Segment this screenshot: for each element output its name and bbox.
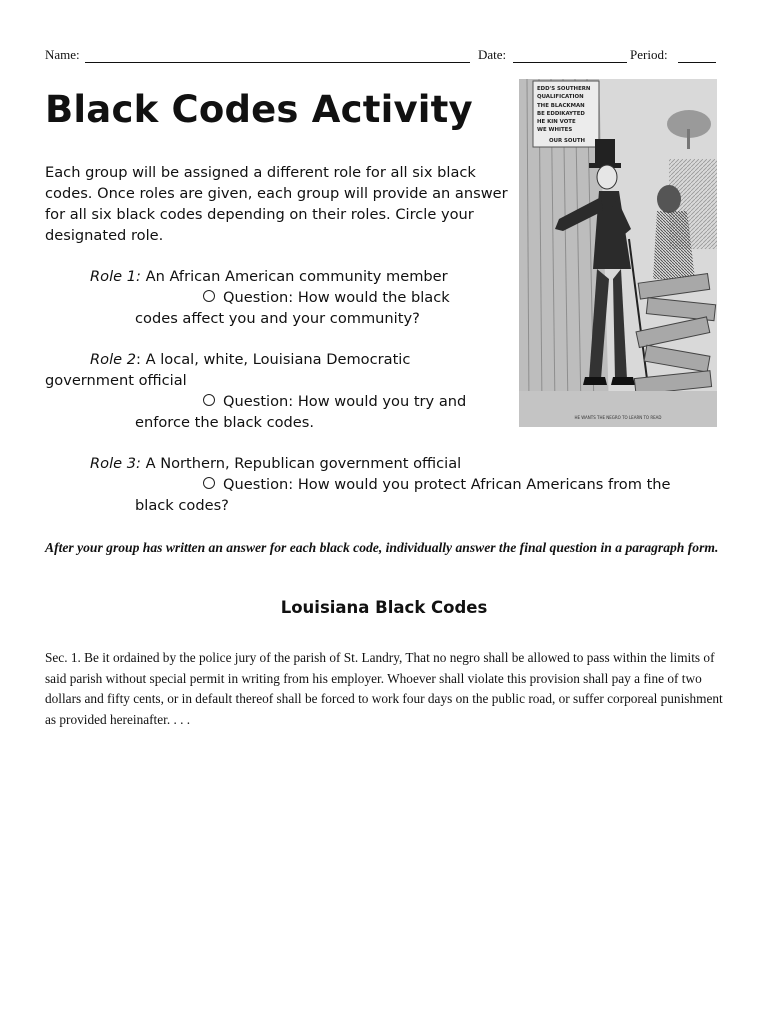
period-label: Period: xyxy=(630,47,668,62)
section-heading: Louisiana Black Codes xyxy=(280,598,488,617)
role-2-cont: government official xyxy=(45,372,187,389)
role-1-question-cont: codes affect you and your community? xyxy=(135,310,420,327)
name-label: Name: xyxy=(45,47,80,62)
sign-line: EDD'S SOUTHERN xyxy=(537,86,591,92)
name-field[interactable] xyxy=(85,62,470,63)
role-label: Role 2 xyxy=(90,351,137,368)
question-text: Question: How would the black xyxy=(223,289,450,306)
role-2-question xyxy=(203,391,466,412)
question-text: Question: How would you protect African Americans from the xyxy=(223,476,671,493)
role-label: Role 1: xyxy=(90,268,141,285)
sign-line: BE EDDIKAYTED xyxy=(537,111,585,117)
role-1[interactable] xyxy=(90,266,448,287)
cartoon-drawing xyxy=(519,79,717,427)
sign-line: OUR SOUTH xyxy=(549,138,586,144)
role-label: Role 3: xyxy=(90,455,141,472)
role-2-question-cont: enforce the black codes. xyxy=(135,414,315,431)
question-text: Question: How would you try and xyxy=(223,393,467,410)
sign-line: HE KIN VOTE xyxy=(537,119,576,125)
circle-bullet-icon xyxy=(203,394,215,406)
page-title: Black Codes Activity xyxy=(45,88,473,131)
intro-paragraph: Each group will be assigned a different role for all six black codes. Once roles are given, each group will provide an answer for all six black codes depending on their roles. Circle your designated role. xyxy=(45,164,508,244)
date-label: Date: xyxy=(478,47,507,62)
sign-line: QUALIFICATION xyxy=(537,94,584,100)
period-field[interactable] xyxy=(678,62,716,63)
role-3-question xyxy=(203,474,671,495)
circle-bullet-icon xyxy=(203,477,215,489)
role-3-question-cont: black codes? xyxy=(135,497,229,514)
role-text: An African American community member xyxy=(140,268,448,285)
political-cartoon-image xyxy=(519,79,717,427)
role-text: A Northern, Republican government official xyxy=(140,455,462,472)
instruction-text: After your group has written an answer for each black code, individually answer the final question in a paragraph form. xyxy=(45,540,719,555)
role-1-question xyxy=(203,287,450,308)
sign-line: WE WHITES xyxy=(537,127,573,133)
role-3[interactable] xyxy=(90,453,461,474)
cartoon-caption: HE WANTS THE NEGRO TO LEARN TO READ xyxy=(574,415,662,420)
circle-bullet-icon xyxy=(203,290,215,302)
sign-line: THE BLACKMAN xyxy=(537,103,585,109)
role-text: : A local, white, Louisiana Democratic xyxy=(136,351,411,368)
student-info-header xyxy=(45,47,717,67)
date-field[interactable] xyxy=(513,62,627,63)
black-code-section-1: Sec. 1. Be it ordained by the police jury of the parish of St. Landry, That no negro shall be allowed to pass within the limits of said parish without special permit in writing from his employer. Whoever shall violate this provision shall pay a fine of two dollars and fifty cents, or in default thereof shall be forced to work four days on the public road, or suffer corporeal punishment as provided hereinafter. . . . xyxy=(45,650,723,727)
role-2[interactable] xyxy=(90,349,410,370)
